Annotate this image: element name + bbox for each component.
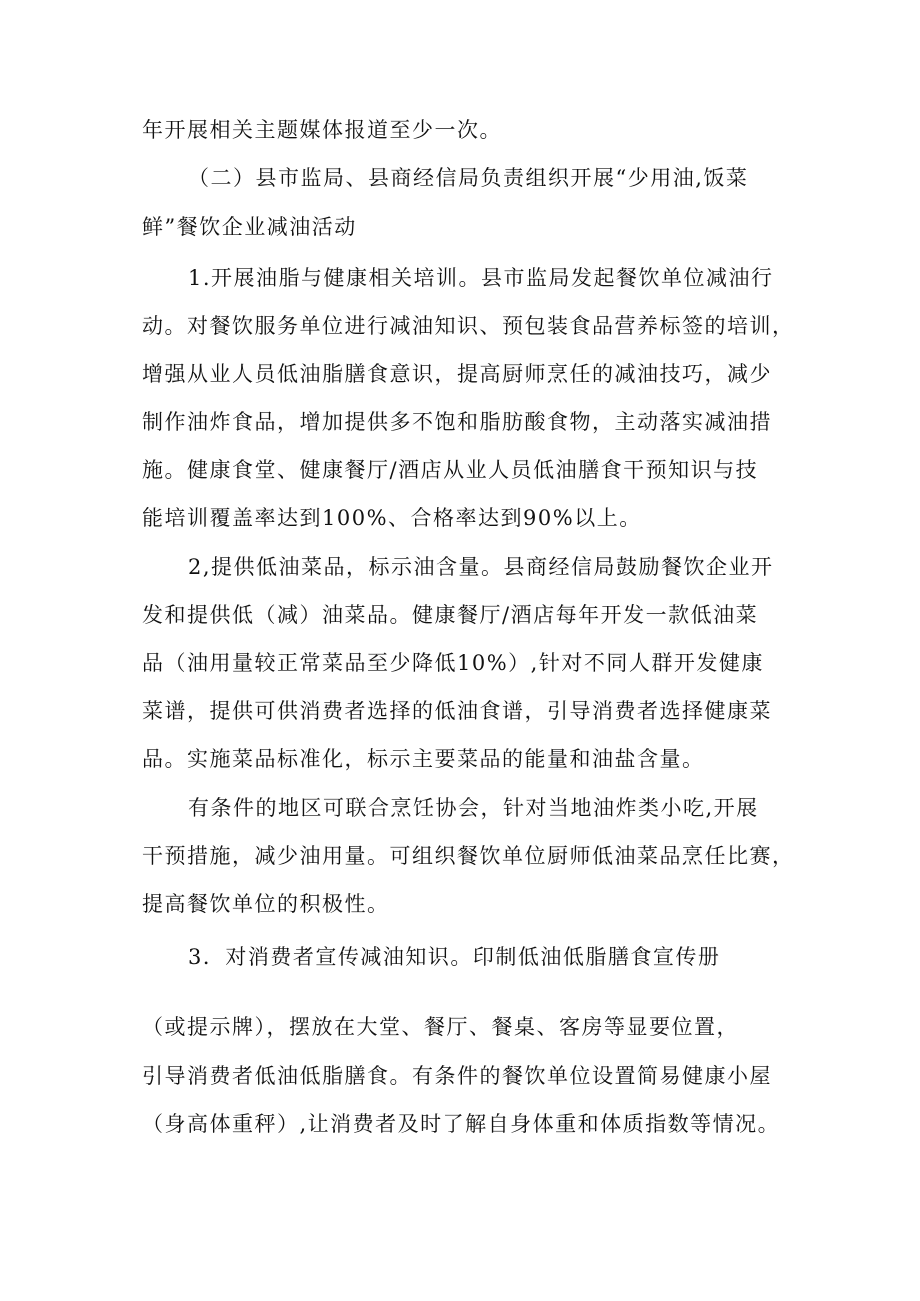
text-line: 有条件的地区可联合烹饪协会，针对当地油炸类小吃,开展: [188, 796, 759, 820]
text-line: 能培训覆盖率达到100%、合格率达到90%以上。: [142, 506, 642, 530]
text-line: 施。健康食堂、健康餐厅/酒店从业人员低油膳食干预知识与技: [142, 458, 759, 482]
text-line: 品。实施菜品标准化，标示主要菜品的能量和油盐含量。: [142, 747, 705, 771]
text-line: 干预措施，减少油用量。可组织餐饮单位厨师低油菜品烹任比赛，: [142, 844, 795, 868]
text-line: 1.开展油脂与健康相关培训。县市监局发起餐饮单位减油行: [188, 266, 774, 290]
text-line: 制作油炸食品，增加提供多不饱和脂肪酸食物，主动落实减油措: [142, 410, 772, 434]
text-line: （身高体重秤）,让消费者及时了解自身体重和体质指数等情况。: [142, 1112, 781, 1136]
text-line: 2,提供低油菜品，标示油含量。县商经信局鼓励餐饮企业开: [188, 555, 774, 579]
text-line: 发和提供低（减）油菜品。健康餐厅/酒店每年开发一款低油菜: [142, 603, 759, 627]
section-heading: （二）县市监局、县商经信局负责组织开展“少用油,饭菜: [188, 166, 749, 190]
text-line: 引导消费者低油低脂膳食。有条件的餐饮单位设置简易健康小屋: [142, 1064, 772, 1088]
text-line: 增强从业人员低油脂膳食意识，提高厨师烹任的减油技巧，减少: [142, 362, 772, 386]
text-line: 动。对餐饮服务单位进行减油知识、预包装食品营养标签的培训，: [142, 314, 795, 338]
section-heading-cont: 鲜”餐饮企业减油活动: [142, 215, 357, 239]
text-line: （或提示牌），摆放在大堂、餐厅、餐桌、客房等显要位置，: [142, 1015, 739, 1039]
text-line: 年开展相关主题媒体报道至少一次。: [142, 118, 502, 142]
text-line: 品（油用量较正常菜品至少降低10%）,针对不同人群开发健康: [142, 651, 764, 675]
text-line: 菜谱，提供可供消费者选择的低油食谱，引导消费者选择健康菜: [142, 699, 772, 723]
text-line: 提高餐饮单位的积极性。: [142, 892, 390, 916]
text-line: 3．对消费者宣传减油知识。印制低油低脂膳食宣传册: [188, 945, 721, 969]
